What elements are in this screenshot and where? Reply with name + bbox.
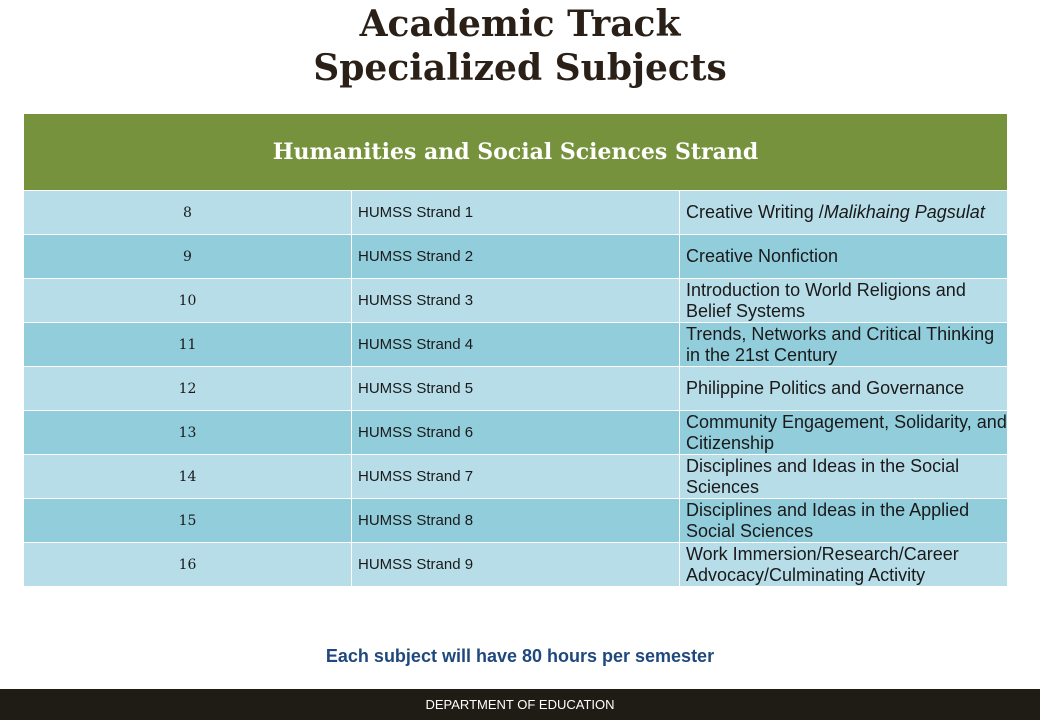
subject-cell (680, 367, 1008, 411)
table-row (24, 499, 1008, 543)
subject-cell (680, 323, 1008, 367)
subject-cell (680, 191, 1008, 235)
strand-code: HUMSS Strand 9 (352, 543, 680, 587)
subject-title: Creative Nonfiction (686, 246, 839, 266)
subject-cell (680, 455, 1008, 499)
slide-title-line-2: Specialized Subjects (313, 47, 727, 89)
table-row (24, 367, 1008, 411)
subjects-table-container (23, 113, 1008, 587)
subject-alt-title: Malikhaing Pagsulat (823, 202, 985, 222)
table-row (24, 279, 1008, 323)
table-row (24, 543, 1008, 587)
subject-cell (680, 279, 1008, 323)
strand-code: HUMSS Strand 7 (352, 455, 680, 499)
row-number: 14 (24, 455, 352, 499)
subject-cell (680, 411, 1008, 455)
row-number: 8 (24, 191, 352, 235)
row-number: 13 (24, 411, 352, 455)
strand-code: HUMSS Strand 1 (352, 191, 680, 235)
table-row (24, 411, 1008, 455)
slide-title-line-1: Academic Track (359, 3, 681, 45)
strand-code: HUMSS Strand 5 (352, 367, 680, 411)
subject-cell (680, 543, 1008, 587)
row-number: 16 (24, 543, 352, 587)
subject-cell (680, 235, 1008, 279)
strand-code: HUMSS Strand 6 (352, 411, 680, 455)
subject-title: Work Immersion/Research/Career Advocacy/Culminating Activity (686, 543, 959, 585)
strand-code: HUMSS Strand 8 (352, 499, 680, 543)
subject-title: Disciplines and Ideas in the Applied Social Sciences (686, 499, 970, 541)
subject-title: Philippine Politics and Governance (686, 378, 965, 398)
subject-cell (680, 499, 1008, 543)
subject-title: Trends, Networks and Critical Thinking in the 21st Century (686, 323, 995, 365)
hours-note: Each subject will have 80 hours per semester (325, 646, 715, 666)
table-row (24, 323, 1008, 367)
row-number: 10 (24, 279, 352, 323)
row-number: 15 (24, 499, 352, 543)
subject-title: Creative Writing / (686, 202, 824, 222)
table-row (24, 235, 1008, 279)
table-row (24, 455, 1008, 499)
row-number: 12 (24, 367, 352, 411)
row-number: 11 (24, 323, 352, 367)
subject-title: Community Engagement, Solidarity, and Citizenship (686, 411, 1007, 453)
table-body (24, 191, 1008, 587)
title-card (0, 0, 1040, 96)
subject-title: Introduction to World Religions and Belief Systems (686, 279, 966, 321)
subjects-table (23, 113, 1008, 587)
strand-code: HUMSS Strand 3 (352, 279, 680, 323)
row-number: 9 (24, 235, 352, 279)
table-row (24, 191, 1008, 235)
subject-title: Disciplines and Ideas in the Social Sciences (686, 455, 960, 497)
strand-code: HUMSS Strand 2 (352, 235, 680, 279)
strand-code: HUMSS Strand 4 (352, 323, 680, 367)
footer-bar (0, 689, 1040, 720)
table-header: Humanities and Social Sciences Strand (24, 114, 1008, 191)
footer-text: DEPARTMENT OF EDUCATION (425, 697, 615, 712)
